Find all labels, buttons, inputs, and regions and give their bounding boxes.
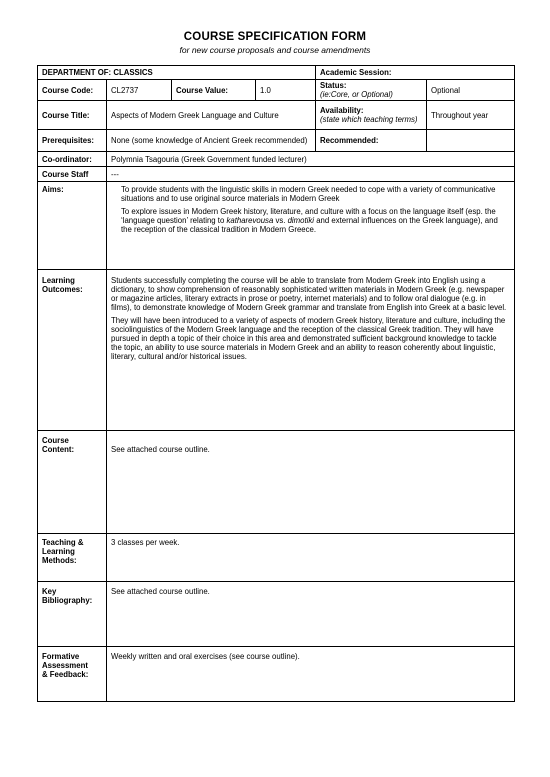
bibliography-row <box>38 582 515 647</box>
aims-label: Aims: <box>38 182 107 270</box>
teaching-value: 3 classes per week. <box>107 534 515 582</box>
academic-session-label: Academic Session: <box>316 66 515 80</box>
course-spec-table <box>37 65 515 702</box>
status-label: Status: <box>320 81 347 90</box>
coordinator-value: Polymnia Tsagouria (Greek Government funded lecturer) <box>107 152 515 167</box>
aims-row <box>38 182 515 270</box>
prerequisites-value: None (some knowledge of Ancient Greek recommended) <box>107 130 316 152</box>
availability-cell <box>316 101 427 130</box>
course-staff-label: Course Staff <box>38 167 107 182</box>
outcomes-paragraph-1: Students successfully completing the course will be able to translate from Modern Greek into English using a dictionary, to show comprehension of reasonably sophisticated written materials in Modern Greek (e.g. newspaper or magazine articles, literary extracts in prose or poetry, internet materials) and to follow oral dialogue (e.g. in films), to demonstrate knowledge of Modern Greek grammar and translate from English into Greek at a basic level. <box>111 276 507 312</box>
outcomes-row <box>38 270 515 431</box>
course-content-label: Course Content: <box>38 431 107 534</box>
availability-hint: (state which teaching terms) <box>320 115 418 124</box>
course-content-value: See attached course outline. <box>107 431 515 534</box>
course-value-value: 1.0 <box>256 80 316 101</box>
aims-body <box>107 182 515 270</box>
course-title-label: Course Title: <box>38 101 107 130</box>
form-subtitle: for new course proposals and course amendments <box>179 45 371 55</box>
department-row <box>38 66 515 80</box>
prerequisites-label: Prerequisites: <box>38 130 107 152</box>
availability-value: Throughout year <box>427 101 515 130</box>
coordinator-row <box>38 152 515 167</box>
course-staff-value: --- <box>107 167 515 182</box>
course-code-value: CL2737 <box>107 80 172 101</box>
department-label: DEPARTMENT OF: CLASSICS <box>38 66 316 80</box>
form-title: COURSE SPECIFICATION FORM <box>183 31 367 43</box>
assessment-label: Formative Assessment & Feedback: <box>38 647 107 702</box>
assessment-row <box>38 647 515 702</box>
coordinator-label: Co-ordinator: <box>38 152 107 167</box>
recommended-value <box>427 130 515 152</box>
status-cell <box>316 80 427 101</box>
teaching-row <box>38 534 515 582</box>
bibliography-value: See attached course outline. <box>107 582 515 647</box>
course-value-label: Course Value: <box>172 80 256 101</box>
outcomes-paragraph-2: They will have been introduced to a variety of aspects of modern Greek history, literature and culture, including the sociolinguistics of the Modern Greek language and the reception of the classical Greek tradition. They will have pursued in depth a topic of their choice in this area and demonstrated sufficient background knowledge to tackle the topic, an ability to use source materials in Modern Greek and an ability to reason coherently about linguistic, literary, cultural and/or historical issues. <box>111 316 506 361</box>
course-code-row <box>38 80 515 101</box>
status-hint: (ie:Core, or Optional) <box>320 90 393 99</box>
course-title-value: Aspects of Modern Greek Language and Culture <box>107 101 316 130</box>
course-title-row <box>38 101 515 130</box>
assessment-value: Weekly written and oral exercises (see course outline). <box>107 647 515 702</box>
course-content-row <box>38 431 515 534</box>
status-value: Optional <box>427 80 515 101</box>
aims-paragraph-2: To explore issues in Modern Greek history, literature, and culture with a focus on the language itself (esp. the ‘language question’ relating to katharevousa vs. dimotiki and external influences on the Greek language), and the reception of the classical tradition in Modern Greece. <box>121 207 498 234</box>
recommended-label: Recommended: <box>316 130 427 152</box>
outcomes-label: Learning Outcomes: <box>38 270 107 431</box>
teaching-label: Teaching & Learning Methods: <box>38 534 107 582</box>
course-code-label: Course Code: <box>38 80 107 101</box>
course-staff-row <box>38 167 515 182</box>
bibliography-label: Key Bibliography: <box>38 582 107 647</box>
availability-label: Availability: <box>320 106 364 115</box>
prerequisites-row <box>38 130 515 152</box>
aims-paragraph-1: To provide students with the linguistic skills in modern Greek needed to cope with a variety of communicative situations and to use original source materials in Modern Greek <box>121 185 496 203</box>
outcomes-body <box>107 270 515 431</box>
